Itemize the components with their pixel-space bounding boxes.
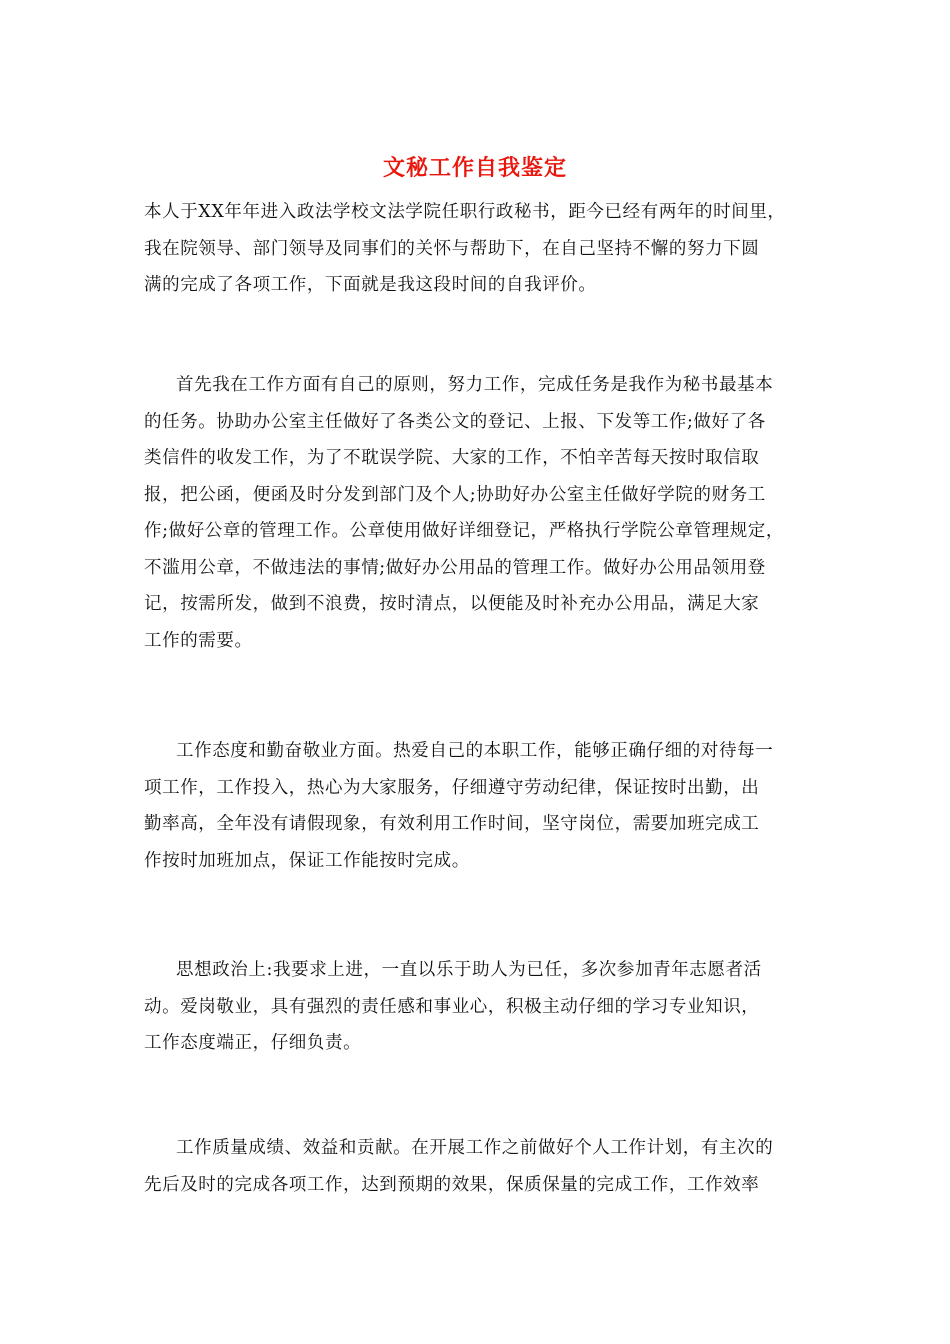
paragraph-work-attitude — [144, 733, 824, 879]
paragraph-line: 项工作，工作投入，热心为大家服务，仔细遵守劳动纪律，保证按时出勤，出 — [144, 777, 760, 798]
paragraph-line: 勤率高，全年没有请假现象，有效利用工作时间，坚守岗位，需要加班完成工 — [144, 814, 760, 834]
paragraph-work-quality — [144, 1130, 824, 1203]
paragraph-line: 动。爱岗敬业，具有强烈的责任感和事业心，积极主动仔细的学习专业知识， — [144, 996, 760, 1017]
paragraph-line: 首先我在工作方面有自己的原则，努力工作，完成任务是我作为秘书最基本 — [176, 375, 774, 395]
paragraph-line: 类信件的收发工作，为了不耽误学院、大家的工作，不怕辛苦每天按时取信取 — [144, 448, 760, 468]
paragraph-line: 工作质量成绩、效益和贡献。在开展工作之前做好个人工作计划，有主次的 — [176, 1138, 774, 1158]
paragraph-political-thought — [144, 952, 824, 1062]
paragraph-line: 报，把公函，便函及时分发到部门及个人;协助好办公室主任做好学院的财务工 — [144, 484, 766, 505]
paragraph-line: 我在院领导、部门领导及同事们的关怀与帮助下，在自己坚持不懈的努力下圆 — [144, 238, 760, 259]
paragraph-line: 不滥用公章，不做违法的事情;做好办公用品的管理工作。做好办公用品领用登 — [144, 557, 766, 578]
paragraph-line: 作;做好公章的管理工作。公章使用做好详细登记，严格执行学院公章管理规定， — [144, 521, 784, 541]
paragraph-line: 作按时加班加点，保证工作能按时完成。 — [144, 850, 470, 871]
paragraph-intro — [144, 194, 824, 304]
paragraph-line: 工作的需要。 — [144, 630, 253, 651]
paragraph-line: 工作态度和勤奋敬业方面。热爱自己的本职工作，能够正确仔细的对待每一 — [176, 741, 774, 761]
paragraph-line: 满的完成了各项工作，下面就是我这段时间的自我评价。 — [144, 275, 597, 295]
document-title: 文秘工作自我鉴定 — [382, 155, 567, 181]
paragraph-line: 的任务。协助办公室主任做好了各类公文的登记、上报、下发等工作;做好了各 — [144, 411, 766, 432]
paragraph-line: 记，按需所发，做到不浪费，按时清点，以便能及时补充办公用品，满足大家 — [144, 594, 760, 614]
paragraph-work-principles — [144, 367, 824, 659]
paragraph-line: 思想政治上:我要求上进，一直以乐于助人为已任，多次参加青年志愿者活 — [176, 960, 762, 980]
paragraph-line: 先后及时的完成各项工作，达到预期的效果，保质保量的完成工作，工作效率 — [144, 1174, 760, 1195]
paragraph-line: 工作态度端正，仔细负责。 — [144, 1033, 362, 1053]
paragraph-line: 本人于XX年年进入政法学校文法学院任职行政秘书，距今已经有两年的时间里， — [144, 202, 786, 222]
